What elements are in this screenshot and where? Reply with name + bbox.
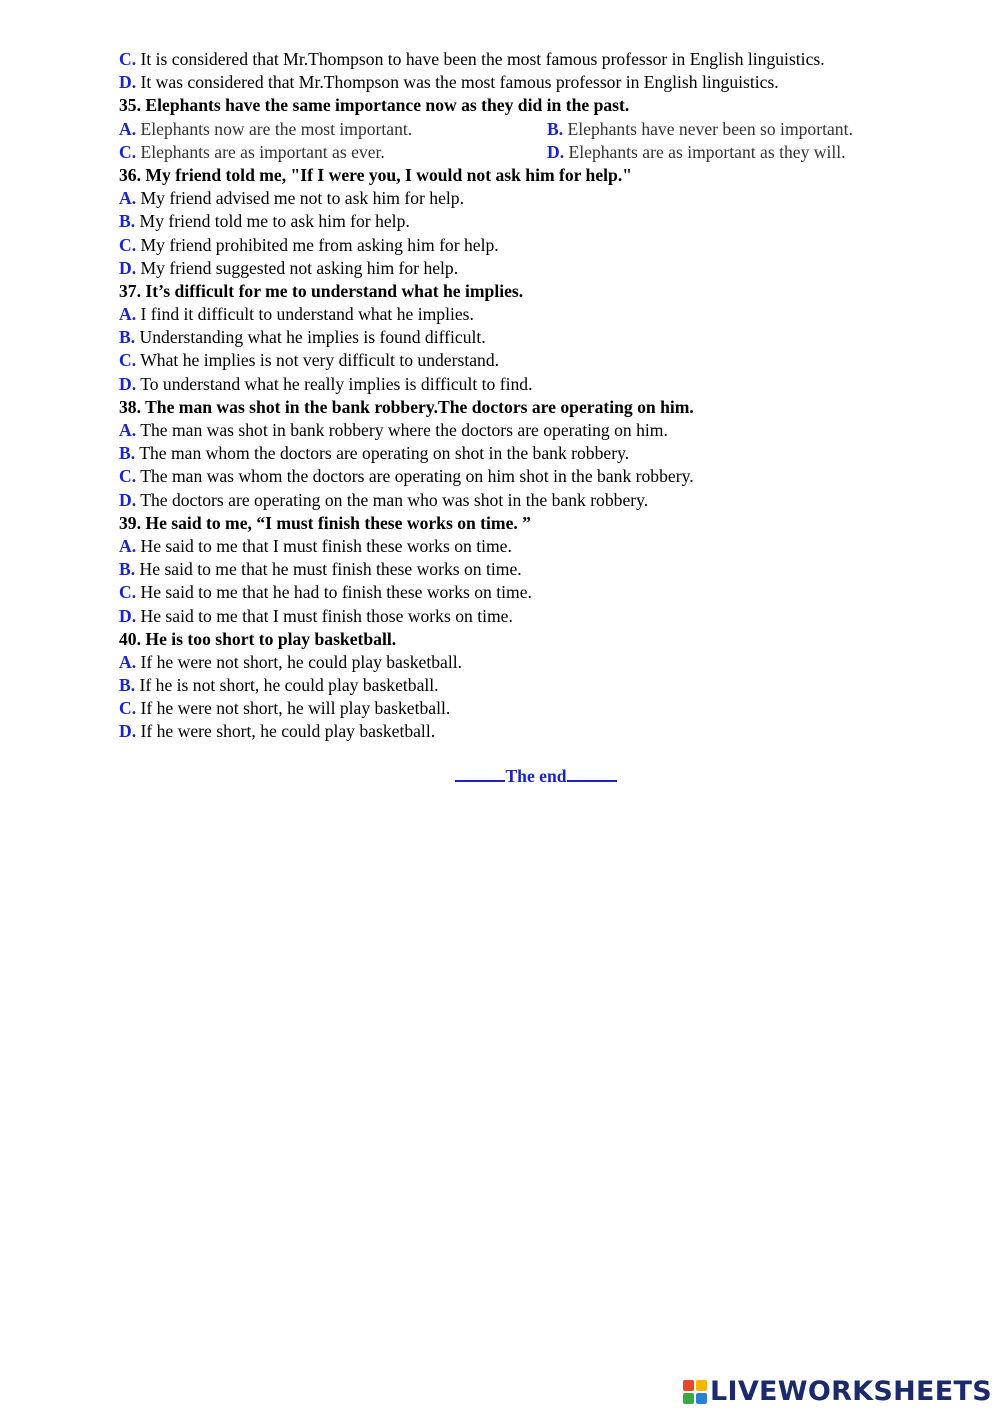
option-text: It was considered that Mr.Thompson was the most famous professor in English linguistics.	[140, 72, 779, 93]
option-text: I find it difficult to understand what he implies.	[140, 304, 474, 325]
option-label: D.	[119, 72, 137, 93]
option-line	[119, 489, 979, 512]
question-stem: 35. Elephants have the same importance now as they did in the past.	[119, 95, 630, 116]
option-text: To understand what he really implies is difficult to find.	[140, 373, 533, 394]
option-line	[119, 257, 979, 280]
option-cell	[119, 141, 547, 164]
question-stem: 37. It’s difficult for me to understand what he implies.	[119, 280, 524, 301]
option-line	[119, 373, 979, 396]
option-text: If he is not short, he could play basketball.	[139, 675, 439, 696]
question-stem: 40. He is too short to play basketball.	[119, 628, 397, 649]
option-label: B.	[119, 211, 136, 232]
option-label: C.	[119, 466, 137, 487]
option-line	[119, 234, 979, 257]
option-text: He said to me that I must finish these works on time.	[140, 535, 512, 556]
option-text: If he were not short, he could play basketball.	[140, 651, 462, 672]
option-label: C.	[119, 49, 137, 69]
option-text: The man whom the doctors are operating on shot in the bank robbery.	[139, 443, 630, 464]
option-text: The man was shot in bank robbery where the doctors are operating on him.	[140, 420, 668, 440]
option-text: If he were short, he could play basketball.	[140, 721, 436, 742]
option-line	[119, 419, 979, 442]
question-stem: 36. My friend told me, "If I were you, I would not ask him for help."	[119, 164, 632, 185]
option-line	[119, 651, 979, 674]
option-line	[119, 697, 979, 720]
option-label: A.	[119, 651, 137, 672]
option-label: D.	[119, 257, 137, 278]
option-cell	[119, 118, 547, 141]
the-end-marker	[0, 764, 1000, 787]
option-label: C.	[119, 582, 137, 603]
logo-mark-icon	[683, 1380, 707, 1404]
option-text: Elephants are as important as ever.	[140, 141, 385, 162]
question-list	[119, 48, 979, 744]
option-label: B.	[119, 443, 136, 464]
logo-text: LIVEWORKSHEETS	[709, 1376, 992, 1407]
option-line	[119, 535, 979, 558]
option-line	[119, 720, 979, 743]
option-text: He said to me that I must finish those works on time.	[140, 605, 513, 626]
option-line	[119, 605, 979, 628]
option-text: He said to me that he must finish these works on time.	[139, 559, 522, 580]
option-text: Elephants are as important as they will.	[568, 141, 846, 162]
option-label: B.	[119, 327, 136, 348]
the-end-text: The end	[505, 766, 567, 786]
option-label: B.	[119, 559, 136, 580]
option-label: C.	[119, 234, 137, 255]
underline-right	[567, 764, 617, 782]
option-label: A.	[119, 420, 137, 440]
option-line	[119, 465, 979, 488]
option-label: D.	[119, 489, 137, 510]
option-label: C.	[119, 350, 137, 371]
option-cell	[547, 141, 975, 164]
option-line	[119, 141, 979, 164]
option-text: My friend told me to ask him for help.	[139, 211, 410, 232]
option-label: D.	[119, 721, 137, 742]
liveworksheets-logo	[683, 1376, 992, 1407]
option-line	[119, 48, 979, 71]
option-text: It is considered that Mr.Thompson to have been the most famous professor in English linguistics.	[140, 49, 825, 69]
option-line	[119, 674, 979, 697]
option-text: He said to me that he had to finish these works on time.	[140, 582, 532, 603]
option-label: D.	[547, 141, 565, 162]
option-text: The man was whom the doctors are operating on him shot in the bank robbery.	[140, 466, 694, 487]
underline-left	[455, 764, 505, 782]
option-line	[119, 210, 979, 233]
option-text: My friend advised me not to ask him for help.	[140, 188, 464, 209]
option-label: C.	[119, 698, 137, 719]
option-text: The doctors are operating on the man who was shot in the bank robbery.	[140, 489, 649, 510]
option-label: D.	[119, 605, 137, 626]
option-line	[119, 303, 979, 326]
option-line	[119, 349, 979, 372]
option-text: Elephants have never been so important.	[567, 118, 853, 139]
option-line	[119, 187, 979, 210]
option-text: My friend prohibited me from asking him for help.	[140, 234, 499, 255]
question-stem: 38. The man was shot in the bank robbery.The doctors are operating on him.	[119, 396, 694, 417]
option-text: If he were not short, he will play basketball.	[140, 698, 451, 719]
option-label: C.	[119, 141, 137, 162]
option-line	[119, 326, 979, 349]
option-line	[119, 558, 979, 581]
question-stem: 39. He said to me, “I must finish these works on time. ”	[119, 512, 531, 533]
option-label: B.	[547, 118, 564, 139]
option-line	[119, 71, 979, 94]
option-label: D.	[119, 373, 137, 394]
option-line	[119, 581, 979, 604]
option-cell	[547, 118, 975, 141]
option-label: A.	[119, 304, 137, 325]
option-text: Understanding what he implies is found difficult.	[139, 327, 486, 348]
option-label: A.	[119, 188, 137, 209]
option-line	[119, 118, 979, 141]
option-text: My friend suggested not asking him for help.	[140, 257, 459, 278]
option-line	[119, 442, 979, 465]
option-text: Elephants now are the most important.	[140, 118, 413, 139]
option-label: B.	[119, 675, 136, 696]
option-label: A.	[119, 535, 137, 556]
option-text: What he implies is not very difficult to understand.	[140, 350, 500, 371]
option-label: A.	[119, 118, 137, 139]
